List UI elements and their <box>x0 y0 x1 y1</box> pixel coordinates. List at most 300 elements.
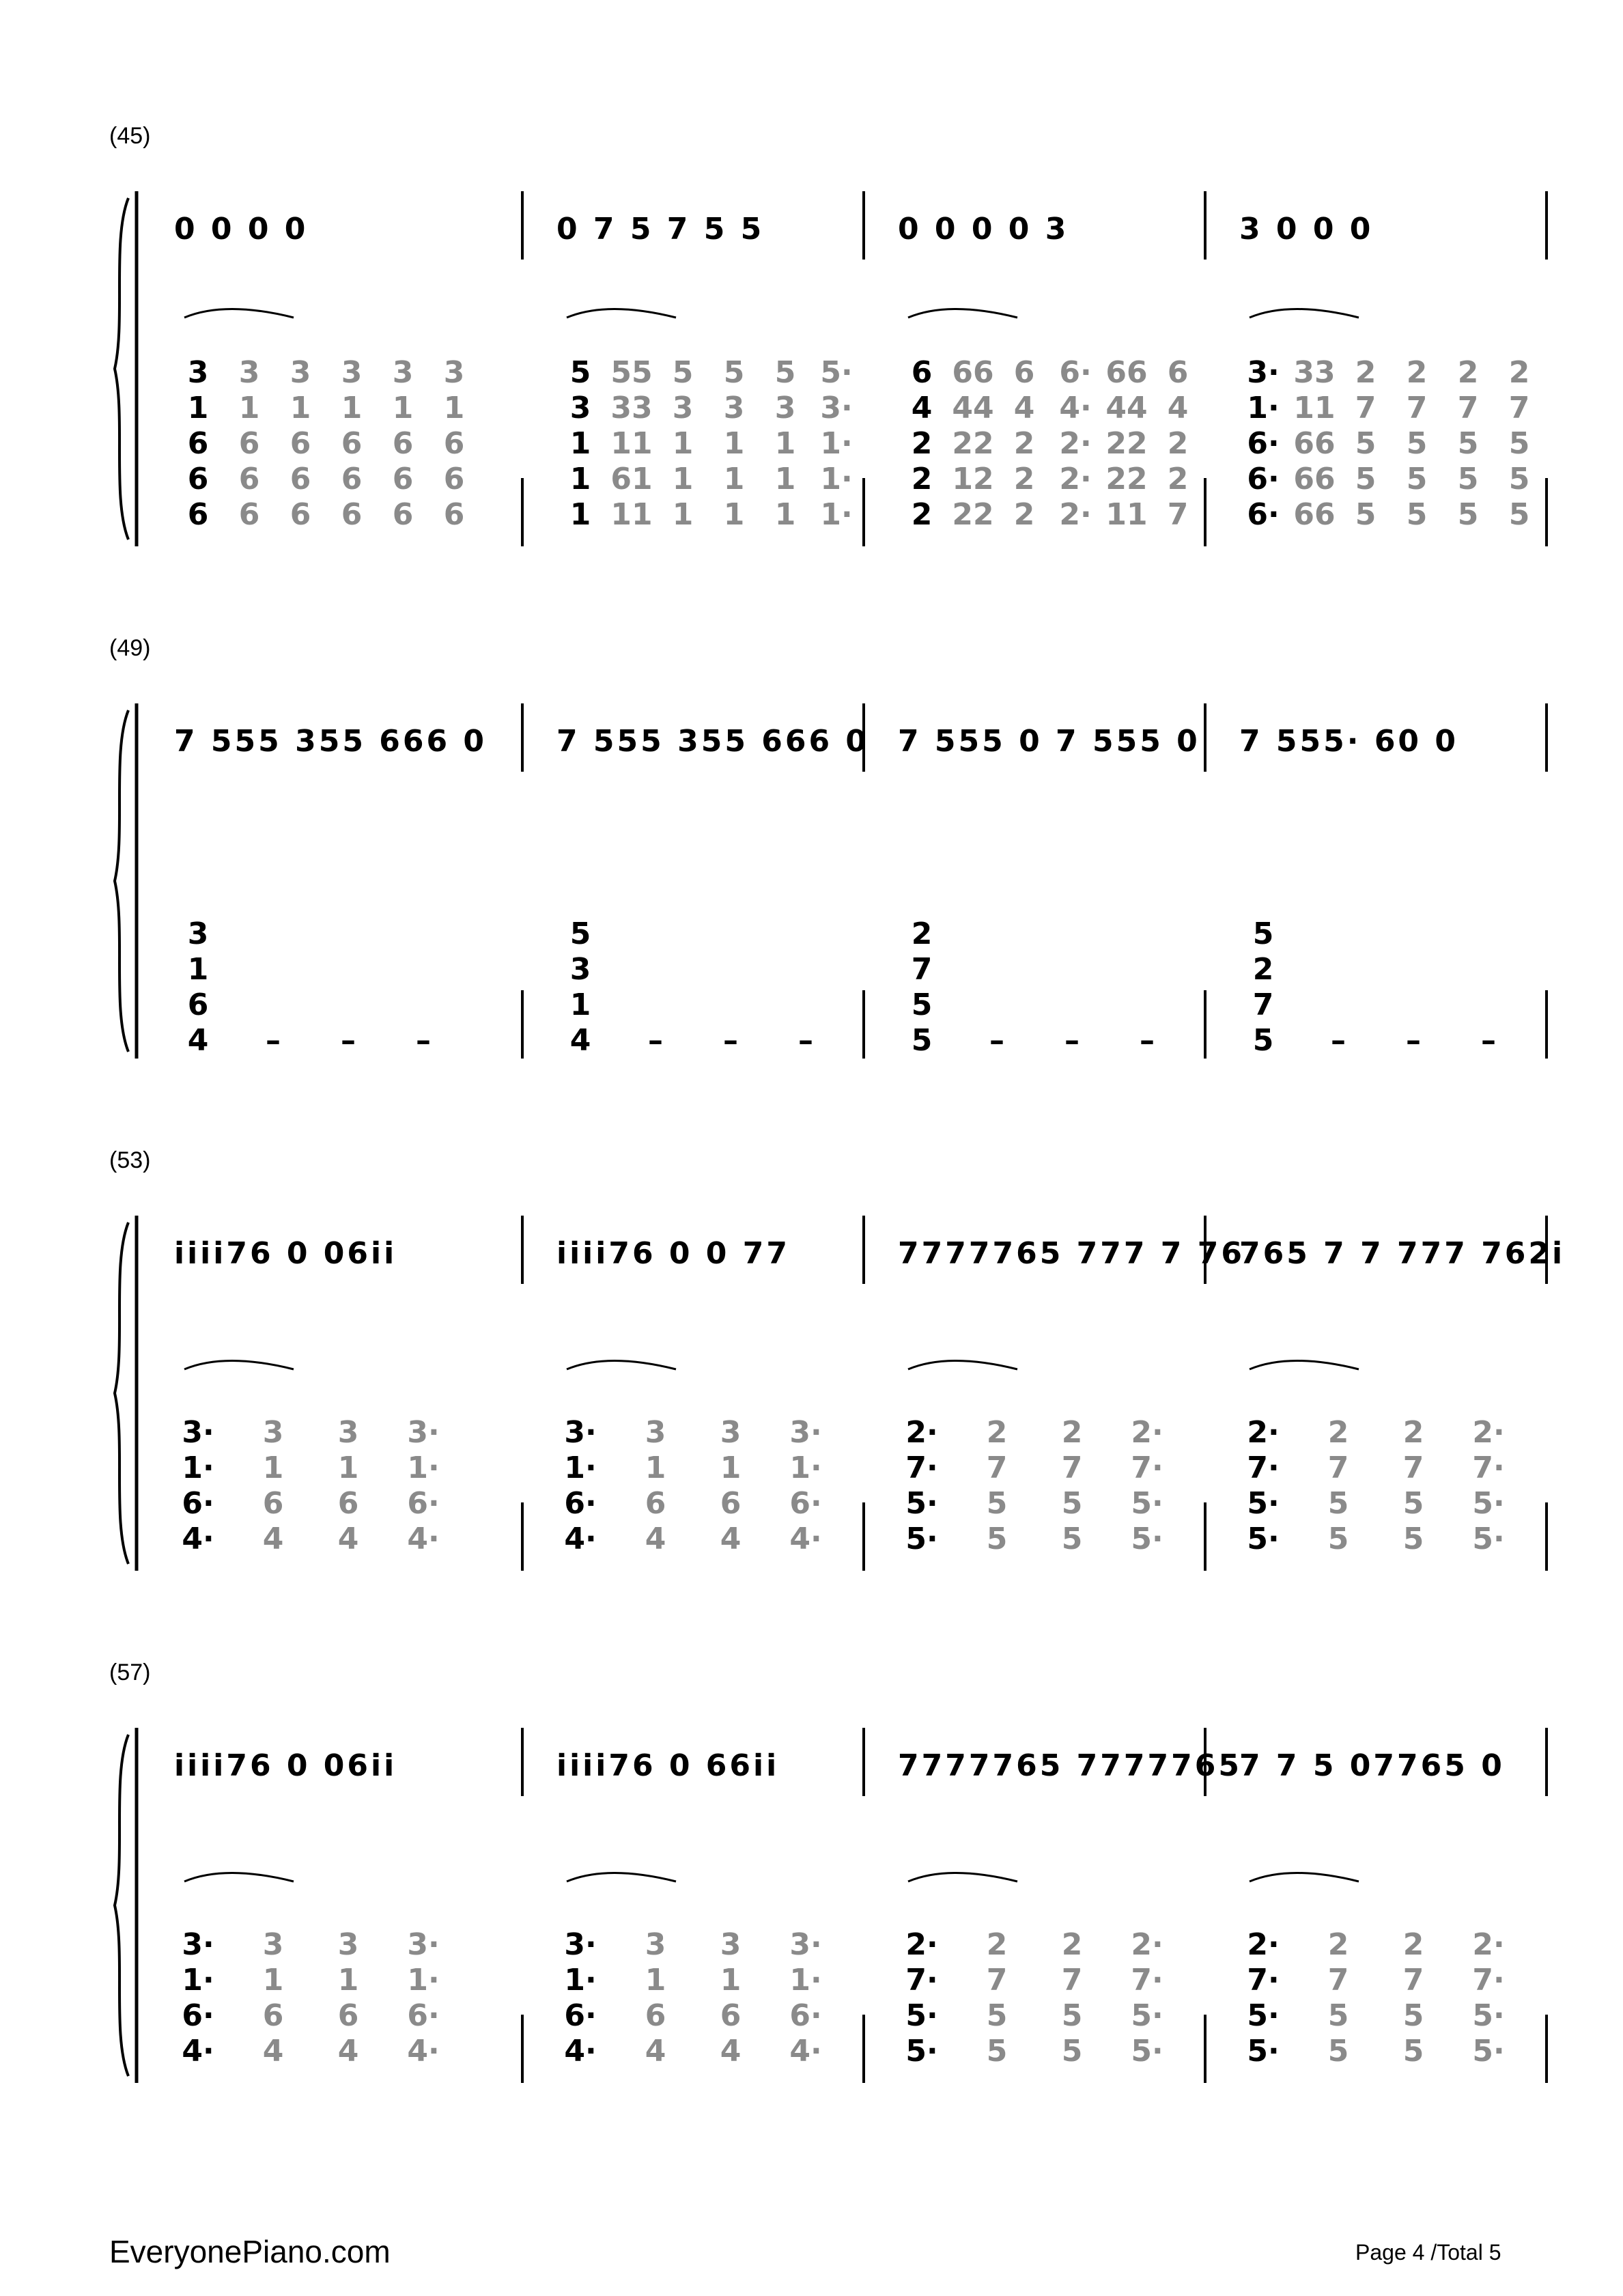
chord-note: 5 <box>1355 497 1377 532</box>
chord-note: 3 <box>337 1415 359 1450</box>
chord-note: 5 <box>1061 1486 1083 1521</box>
chord-column <box>399 1415 447 1557</box>
chord-note: 6 <box>238 497 260 532</box>
chord-note: 7 <box>1327 1963 1349 1998</box>
chord-note: – <box>1406 1023 1421 1058</box>
chord-note: 5 <box>986 1998 1008 2033</box>
chord-column <box>1103 355 1151 533</box>
chord-note: – <box>1331 1023 1346 1058</box>
chord-note: 5· <box>1131 2034 1163 2069</box>
chord-note: 33 <box>1293 355 1336 390</box>
chord-note: 1 <box>290 391 311 425</box>
chord-note: 4· <box>407 2034 440 2069</box>
site-watermark: EveryonePiano.com <box>109 2234 391 2269</box>
chord-column <box>1048 1023 1096 1059</box>
chord-note: 2· <box>1472 1415 1505 1450</box>
chord-note: 5 <box>986 1486 1008 1521</box>
chord-note: 5 <box>569 916 591 951</box>
chord-note: 7· <box>1247 1963 1280 1998</box>
chord-note: 11 <box>610 497 653 532</box>
chord-note: 3 <box>392 355 414 390</box>
chord-note: 7 <box>986 1451 1008 1485</box>
chord-note: 1 <box>187 952 209 987</box>
chord-column <box>324 1927 372 2069</box>
chord-note: 7· <box>1131 1963 1163 1998</box>
chord-column <box>1239 1927 1287 2069</box>
chord-note: 2 <box>1355 355 1377 390</box>
chord-note: 1· <box>789 1451 822 1485</box>
chord-column <box>898 916 946 1059</box>
chord-note: 5 <box>986 1522 1008 1556</box>
chord-note: 4· <box>789 1522 822 1556</box>
chord-note: 4 <box>569 1023 591 1058</box>
chord-note: 1 <box>341 391 363 425</box>
tie-arc <box>184 1873 294 1882</box>
chord-column <box>1048 1927 1096 2069</box>
chord-column <box>707 1927 754 2069</box>
chord-note: 7 <box>986 1963 1008 1998</box>
chord-note: 4 <box>262 2034 284 2069</box>
chord-note: 4 <box>337 2034 359 2069</box>
chord-note: 7 <box>1508 391 1530 425</box>
chord-note: 5 <box>1061 1522 1083 1556</box>
chord-column <box>782 1927 830 2069</box>
score-system <box>102 697 1523 1065</box>
chord-note: 5 <box>1457 462 1479 496</box>
chord-column <box>813 355 860 533</box>
melody-measure: 3 0 0 0 <box>1239 212 1374 247</box>
chord-note: 3· <box>1247 355 1280 390</box>
chord-note: 2· <box>1059 426 1092 461</box>
chord-note: 4 <box>645 2034 666 2069</box>
chord-note: 5 <box>1508 426 1530 461</box>
chord-note: 1 <box>569 497 591 532</box>
chord-note: 1 <box>645 1451 666 1485</box>
chord-note: 5· <box>1472 2034 1505 2069</box>
tie-arc <box>1250 1361 1359 1370</box>
chord-note: 2· <box>1247 1927 1280 1962</box>
chord-note: 6 <box>341 426 363 461</box>
chord-note: 4· <box>789 2034 822 2069</box>
chord-column <box>1389 1023 1437 1059</box>
chord-note: 1 <box>720 1451 742 1485</box>
chord-note: 6 <box>238 462 260 496</box>
chord-note: 5 <box>1061 2034 1083 2069</box>
chord-note: 6 <box>262 1486 284 1521</box>
chord-note: – <box>648 1023 663 1058</box>
chord-note: 2 <box>1508 355 1530 390</box>
chord-note: 4 <box>645 1522 666 1556</box>
chord-note: 4 <box>720 2034 742 2069</box>
chord-column <box>898 355 946 533</box>
chord-note: 66 <box>1293 426 1336 461</box>
chord-note: 55 <box>610 355 653 390</box>
chord-note: 5· <box>1472 1522 1505 1556</box>
chord-note: 1· <box>789 1963 822 1998</box>
chord-note: 2 <box>1013 497 1035 532</box>
chord-note: 4 <box>337 1522 359 1556</box>
chord-note: 1· <box>820 462 853 496</box>
chord-note: 3· <box>407 1927 440 1962</box>
chord-column <box>1290 355 1338 533</box>
chord-note: 1 <box>262 1451 284 1485</box>
chord-note: 6· <box>564 1486 597 1521</box>
chord-note: 4· <box>407 1522 440 1556</box>
chord-note: 1· <box>407 1451 440 1485</box>
chord-column <box>1000 355 1048 533</box>
score-system <box>102 184 1530 553</box>
chord-note: 3 <box>187 916 209 951</box>
chord-note: 5 <box>911 988 933 1022</box>
chord-note: 1 <box>645 1963 666 1998</box>
chord-note: 5 <box>1327 1486 1349 1521</box>
chord-note: 7· <box>1472 1451 1505 1485</box>
chord-note: 1 <box>720 1963 742 1998</box>
chord-note: 1· <box>820 497 853 532</box>
chord-column <box>1154 355 1202 533</box>
chord-note: 2 <box>1406 355 1428 390</box>
chord-note: 2 <box>1013 462 1035 496</box>
grand-staff-brace <box>115 198 128 540</box>
chord-column <box>949 355 997 533</box>
melody-measure: 0 0 0 0 3 <box>898 212 1069 247</box>
chord-column <box>379 355 427 533</box>
chord-column <box>174 1415 222 1557</box>
chord-column <box>1444 355 1492 533</box>
chord-column <box>249 1927 297 2069</box>
chord-column <box>632 1023 679 1059</box>
chord-note: 3· <box>789 1927 822 1962</box>
chord-note: 3 <box>723 391 745 425</box>
melody-measure: 7777765 777 7 76 <box>898 1236 1245 1271</box>
chord-note: 7 <box>1252 988 1274 1022</box>
chord-note: 7 <box>1406 391 1428 425</box>
chord-note: 5 <box>986 2034 1008 2069</box>
chord-note: 4 <box>1013 391 1035 425</box>
chord-note: 3· <box>789 1415 822 1450</box>
chord-note: 1 <box>723 497 745 532</box>
chord-note: 6 <box>911 355 933 390</box>
chord-note: 2 <box>1167 462 1189 496</box>
chord-note: 5· <box>1131 1998 1163 2033</box>
chord-column <box>225 355 273 533</box>
chord-note: 6 <box>1167 355 1189 390</box>
chord-note: 7 <box>1457 391 1479 425</box>
chord-column <box>174 355 222 533</box>
chord-column <box>174 1927 222 2069</box>
chord-note: 7 <box>1355 391 1377 425</box>
tie-arc <box>1250 1873 1359 1882</box>
chord-column <box>608 355 655 533</box>
chord-note: 1· <box>820 426 853 461</box>
chord-note: 6 <box>645 1998 666 2033</box>
chord-note: – <box>266 1023 281 1058</box>
tie-arc <box>908 1873 1017 1882</box>
chord-note: 1 <box>262 1963 284 1998</box>
chord-note: 2 <box>911 462 933 496</box>
chord-note: 6 <box>392 426 414 461</box>
melody-measure: 7 555 0 7 555 0 <box>898 724 1200 759</box>
chord-note: 3 <box>645 1415 666 1450</box>
chord-note: – <box>1481 1023 1496 1058</box>
chord-column <box>324 1023 372 1059</box>
chord-note: 6 <box>187 462 209 496</box>
chord-note: 6 <box>337 1998 359 2033</box>
melody-measure: 7777765 7777765 <box>898 1748 1242 1783</box>
chord-column <box>556 916 604 1059</box>
chord-note: 5· <box>1247 1998 1280 2033</box>
chord-column <box>1314 1023 1362 1059</box>
chord-note: 6 <box>337 1486 359 1521</box>
chord-note: 6 <box>187 988 209 1022</box>
chord-note: 6· <box>407 1486 440 1521</box>
chord-note: 3 <box>238 355 260 390</box>
chord-note: 1 <box>774 462 796 496</box>
tie-arc <box>567 1361 676 1370</box>
chord-note: 3 <box>187 355 209 390</box>
chord-note: 2· <box>1247 1415 1280 1450</box>
chord-note: 2 <box>1327 1415 1349 1450</box>
chord-note: 1 <box>672 497 694 532</box>
chord-column <box>1239 355 1287 533</box>
chord-note: 66 <box>1105 355 1148 390</box>
chord-note: 1 <box>569 426 591 461</box>
chord-note: 3· <box>182 1927 214 1962</box>
chord-note: 1 <box>569 462 591 496</box>
chord-note: 7· <box>905 1451 938 1485</box>
chord-note: 5 <box>1406 462 1428 496</box>
measure-number: (49) <box>109 635 151 661</box>
chord-column <box>1048 1415 1096 1557</box>
chord-note: 1· <box>1247 391 1280 425</box>
chord-note: 6 <box>720 1486 742 1521</box>
chord-note: 1· <box>564 1963 597 1998</box>
chord-note: 4 <box>720 1522 742 1556</box>
chord-note: 5· <box>1247 1486 1280 1521</box>
chord-note: 3 <box>443 355 465 390</box>
chord-note: 2· <box>1059 497 1092 532</box>
chord-column <box>1342 355 1389 533</box>
tie-arc <box>567 1873 676 1882</box>
chord-note: 7· <box>1472 1963 1505 1998</box>
chord-note: 5 <box>1252 1023 1274 1058</box>
chord-note: 1 <box>723 462 745 496</box>
chord-note: 5 <box>1327 1998 1349 2033</box>
chord-note: 61 <box>610 462 653 496</box>
chord-note: 6· <box>564 1998 597 2033</box>
chord-note: 5 <box>1355 462 1377 496</box>
chord-note: 2 <box>986 1415 1008 1450</box>
chord-column <box>1052 355 1099 533</box>
chord-note: 2 <box>911 426 933 461</box>
chord-column <box>328 355 376 533</box>
chord-note: 6 <box>238 426 260 461</box>
chord-note: 1· <box>182 1963 214 1998</box>
chord-column <box>1465 1023 1512 1059</box>
chord-note: 5 <box>774 355 796 390</box>
chord-note: 1· <box>564 1451 597 1485</box>
chord-note: 2 <box>1402 1415 1424 1450</box>
chord-note: 5 <box>911 1023 933 1058</box>
melody-measure: 0 7 5 7 5 5 <box>556 212 765 247</box>
chord-note: 6 <box>187 497 209 532</box>
chord-column <box>1314 1927 1362 2069</box>
chord-note: 1· <box>182 1451 214 1485</box>
chord-note: 6· <box>1059 355 1092 390</box>
chord-note: 5 <box>1402 1998 1424 2033</box>
chord-note: 1· <box>407 1963 440 1998</box>
chord-note: 4· <box>564 2034 597 2069</box>
chord-note: 4 <box>911 391 933 425</box>
chord-column <box>1123 1927 1171 2069</box>
chord-note: 2· <box>905 1927 938 1962</box>
chord-note: 6 <box>443 462 465 496</box>
chord-column <box>973 1023 1021 1059</box>
chord-note: 5· <box>1131 1522 1163 1556</box>
melody-measure: 7 555· 60 0 <box>1239 724 1458 759</box>
chord-note: 7· <box>905 1963 938 1998</box>
chord-note: 3 <box>262 1927 284 1962</box>
chord-column <box>632 1927 679 2069</box>
chord-note: 6 <box>443 426 465 461</box>
chord-note: 1 <box>443 391 465 425</box>
chord-note: 4· <box>182 1522 214 1556</box>
chord-column <box>277 355 324 533</box>
chord-note: 3 <box>645 1927 666 1962</box>
chord-note: 6 <box>290 462 311 496</box>
melody-measure: 0 0 0 0 <box>174 212 309 247</box>
melody-measure: i̇i̇i̇i̇76 0 06i̇i̇ <box>174 1748 397 1783</box>
chord-note: 6 <box>341 462 363 496</box>
chord-column <box>249 1415 297 1557</box>
grand-staff-brace <box>115 1735 128 2076</box>
chord-note: 11 <box>610 426 653 461</box>
chord-note: 2 <box>986 1927 1008 1962</box>
chord-note: – <box>723 1023 738 1058</box>
chord-note: 4 <box>187 1023 209 1058</box>
chord-note: 2 <box>1061 1927 1083 1962</box>
chord-note: 2 <box>1457 355 1479 390</box>
chord-note: 12 <box>952 462 994 496</box>
chord-column <box>782 1023 830 1059</box>
chord-note: 1 <box>392 391 414 425</box>
chord-column <box>174 916 222 1059</box>
chord-note: 4· <box>1059 391 1092 425</box>
chord-note: 1 <box>774 426 796 461</box>
chord-column <box>1465 1415 1512 1557</box>
melody-measure: i̇i̇i̇i̇76 0 0 77 <box>556 1236 790 1271</box>
chord-note: 22 <box>1105 426 1148 461</box>
chord-note: 66 <box>1293 462 1336 496</box>
chord-note: 6 <box>392 497 414 532</box>
chord-note: 5· <box>1472 1998 1505 2033</box>
chord-column <box>1389 1415 1437 1557</box>
chord-note: 6 <box>290 426 311 461</box>
chord-note: 5 <box>1402 1522 1424 1556</box>
chord-column <box>430 355 478 533</box>
chord-note: 5· <box>905 1998 938 2033</box>
chord-column <box>659 355 707 533</box>
chord-note: 3 <box>262 1415 284 1450</box>
chord-note: – <box>1140 1023 1155 1058</box>
chord-note: 1 <box>337 1963 359 1998</box>
chord-note: 5 <box>1355 426 1377 461</box>
chord-column <box>1495 355 1543 533</box>
chord-note: 6 <box>1013 355 1035 390</box>
chord-note: 5 <box>1327 1522 1349 1556</box>
chord-note: 6· <box>789 1486 822 1521</box>
chord-note: 5· <box>1247 2034 1280 2069</box>
chord-note: 2 <box>1402 1927 1424 1962</box>
chord-note: 5· <box>905 2034 938 2069</box>
chord-note: 5· <box>1472 1486 1505 1521</box>
chord-column <box>399 1927 447 2069</box>
chord-note: 5· <box>905 1522 938 1556</box>
chord-note: 6· <box>407 1998 440 2033</box>
chord-note: 2 <box>1252 952 1274 987</box>
chord-note: 3 <box>774 391 796 425</box>
chord-column <box>973 1927 1021 2069</box>
chord-note: 6 <box>443 497 465 532</box>
chord-note: 3 <box>569 391 591 425</box>
chord-note: 5 <box>723 355 745 390</box>
chord-column <box>1239 916 1287 1059</box>
chord-note: 3 <box>337 1927 359 1962</box>
score-system <box>102 1721 1523 2090</box>
melody-measure: i̇i̇i̇i̇76 0 66i̇i̇ <box>556 1748 780 1783</box>
chord-column <box>1465 1927 1512 2069</box>
chord-note: 3 <box>672 391 694 425</box>
chord-note: 6 <box>262 1998 284 2033</box>
chord-column <box>1239 1415 1287 1557</box>
chord-note: – <box>989 1023 1004 1058</box>
chord-note: 1 <box>723 426 745 461</box>
chord-note: 1 <box>672 462 694 496</box>
chord-note: 5 <box>1457 497 1479 532</box>
chord-note: 6 <box>392 462 414 496</box>
chord-note: 3· <box>564 1927 597 1962</box>
chord-note: 33 <box>610 391 653 425</box>
chord-note: 3 <box>569 952 591 987</box>
page-number: Page 4 /Total 5 <box>1355 2240 1501 2265</box>
chord-note: 6· <box>789 1998 822 2033</box>
chord-note: 3 <box>720 1415 742 1450</box>
chord-note: – <box>341 1023 356 1058</box>
chord-note: 5 <box>1508 462 1530 496</box>
chord-note: 4· <box>182 2034 214 2069</box>
chord-note: 66 <box>1293 497 1336 532</box>
chord-note: 1 <box>569 988 591 1022</box>
chord-note: 6· <box>1247 426 1280 461</box>
tie-arc <box>908 309 1017 318</box>
chord-note: 5 <box>1061 1998 1083 2033</box>
chord-note: 2 <box>1167 426 1189 461</box>
melody-measure: 7 555 355 666 0 <box>174 724 488 759</box>
chord-column <box>1314 1415 1362 1557</box>
chord-note: 66 <box>952 355 994 390</box>
chord-column <box>399 1023 447 1059</box>
chord-column <box>556 355 604 533</box>
chord-note: 1 <box>187 391 209 425</box>
grand-staff-brace <box>115 710 128 1052</box>
chord-note: 1 <box>672 426 694 461</box>
chord-note: – <box>416 1023 431 1058</box>
chord-note: 2 <box>1327 1927 1349 1962</box>
chord-column <box>249 1023 297 1059</box>
chord-note: 3· <box>564 1415 597 1450</box>
grand-staff-brace <box>115 1222 128 1564</box>
chord-note: 5 <box>1327 2034 1349 2069</box>
